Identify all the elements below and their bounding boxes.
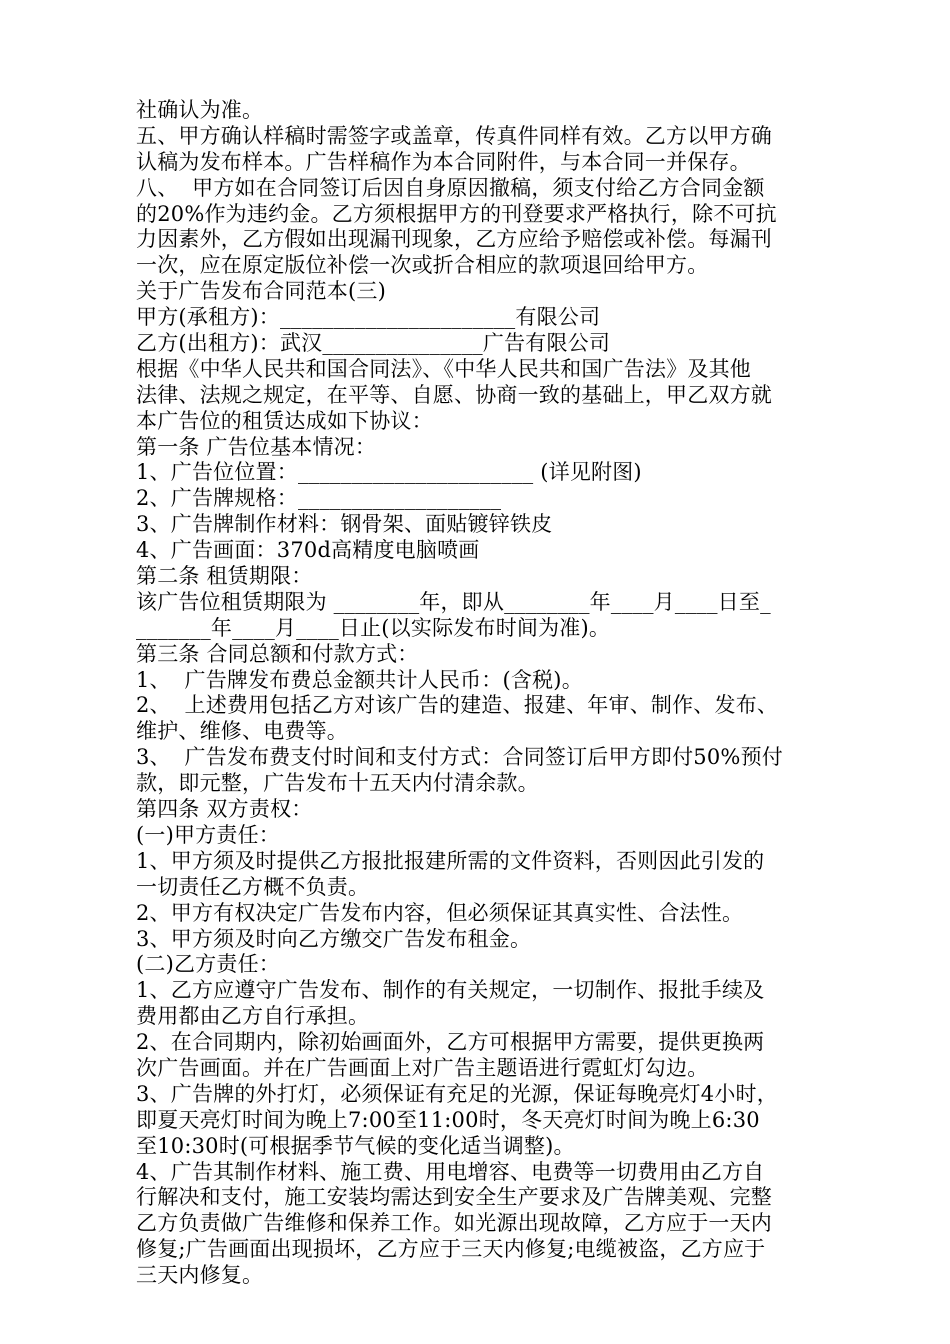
text-line: 该广告位租赁期限为 ________年，即从________年____月____日至_ [136,589,771,614]
text-line: 八、 甲方如在合同签订后因自身原因撤稿，须支付给乙方合同金额 [136,175,765,200]
text-line: 2、甲方有权决定广告发布内容，但必须保证其真实性、合法性。 [136,900,744,925]
text-line: 费用都由乙方自行承担。 [136,1004,370,1029]
text-line: 即夏天亮灯时间为晚上7:00至11:00时，冬天亮灯时间为晚上6:30 [136,1107,760,1132]
text-line: 1、广告位位置：______________________ (详见附图) [136,460,642,485]
text-line: 次广告画面。并在广告画面上对广告主题语进行霓虹灯勾边。 [136,1055,709,1080]
text-line: 根据《中华人民共和国合同法》、《中华人民共和国广告法》及其他 [136,356,751,381]
text-line: 4、广告其制作材料、施工费、用电增容、电费等一切费用由乙方自 [136,1159,765,1184]
text-line: 3、 广告发布费支付时间和支付方式：合同签订后甲方即付50%预付 [136,745,783,770]
text-line: 至10:30时(可根据季节气候的变化适当调整)。 [136,1133,575,1158]
text-line: 三天内修复。 [136,1263,264,1288]
text-line: 2、在合同期内，除初始画面外，乙方可根据甲方需要，提供更换两 [136,1030,765,1055]
party-b-line: 乙方(出租方)：武汉_______________广告有限公司 [136,331,611,356]
text-line: _______年____月____日止(以实际发布时间为准)。 [136,615,611,640]
party-a-line: 甲方(承租方)：______________________有限公司 [136,305,601,330]
text-line: 3、广告牌的外打灯，必须保证有充足的光源，保证每晚亮灯4小时， [136,1081,778,1106]
article-heading: 第二条 租赁期限： [136,564,313,589]
text-line: 修复;广告画面出现损坏，乙方应于三天内修复;电缆被盗，乙方应于 [136,1237,766,1262]
text-line: 款，即元整，广告发布十五天内付清余款。 [136,771,539,796]
text-line: 乙方负责做广告维修和保养工作。如光源出现故障，乙方应于一天内 [136,1211,772,1236]
text-line: 社确认为准。 [136,98,264,122]
text-line: 1、乙方应遵守广告发布、制作的有关规定，一切制作、报批手续及 [136,978,765,1003]
text-line: 2、 上述费用包括乙方对该广告的建造、报建、年审、制作、发布、 [136,693,779,718]
text-line: 1、 广告牌发布费总金额共计人民币：(含税)。 [136,667,583,692]
section-heading: 关于广告发布合同范本(三) [136,279,386,304]
text-line: 3、广告牌制作材料：钢骨架、面贴镀锌铁皮 [136,512,553,537]
text-line: 一切责任乙方概不负责。 [136,874,370,899]
text-line: 1、甲方须及时提供乙方报批报建所需的文件资料，否则因此引发的 [136,848,765,873]
text-line: 2、广告牌规格：___________________ [136,486,502,511]
article-heading: 第一条 广告位基本情况： [136,434,377,459]
text-line: 认稿为发布样本。广告样稿作为本合同附件，与本合同一并保存。 [136,149,751,174]
text-line: 4、广告画面：370d高精度电脑喷画 [136,538,480,563]
subsection-heading: (二)乙方责任： [136,952,280,977]
text-line: 本广告位的租赁达成如下协议： [136,408,433,433]
text-line: 五、甲方确认样稿时需签字或盖章，传真件同样有效。乙方以甲方确 [136,123,772,148]
subsection-heading: (一)甲方责任： [136,822,280,847]
document-page [136,98,826,1289]
text-line: 力因素外，乙方假如出现漏刊现象，乙方应给予赔偿或补偿。每漏刊 [136,227,772,252]
text-line: 3、甲方须及时向乙方缴交广告发布租金。 [136,926,532,951]
text-line: 法律、法规之规定，在平等、自愿、协商一致的基础上，甲乙双方就 [136,382,772,407]
text-line: 的20%作为违约金。乙方须根据甲方的刊登要求严格执行，除不可抗 [136,201,777,226]
text-line: 一次，应在原定版位补偿一次或折合相应的款项退回给甲方。 [136,253,709,278]
text-line: 行解决和支付，施工安装均需达到安全生产要求及广告牌美观、完整 [136,1185,772,1210]
article-heading: 第四条 双方责权： [136,797,313,822]
text-line: 维护、维修、电费等。 [136,719,348,744]
article-heading: 第三条 合同总额和付款方式： [136,641,419,666]
